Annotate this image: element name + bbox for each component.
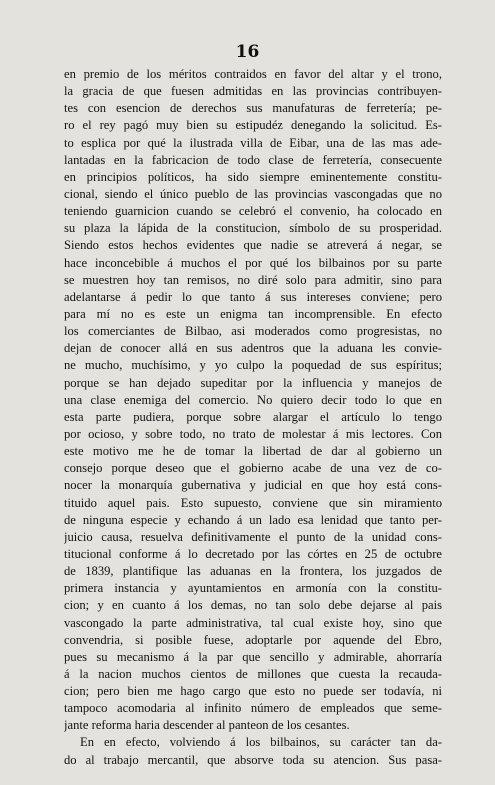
text-line: porque se han dejado supeditar por la influencia y manejos de	[64, 375, 442, 390]
text-line: la gracia de que fuesen admitidas en las provincias contribuyen-	[64, 84, 442, 99]
page-number: 16	[235, 42, 260, 62]
text-line: primera instancia y ayuntamientos en armonía con la constitu-	[64, 581, 442, 596]
text-line: los comerciantes de Bilbao, asi moderados como progresistas, no	[64, 324, 442, 339]
text-line: nocer la monarquía gubernativa y judicial en que hoy está cons-	[64, 478, 442, 493]
text-line: convendria, si posible fuese, adoptarle por aquende del Ebro,	[64, 632, 442, 647]
text-line: se muestren hoy tan remisos, no diré solo para admitir, sino para	[64, 272, 442, 287]
text-line: este motivo me he de tomar la libertad de dar al gobierno un	[64, 444, 442, 459]
text-line: ro el rey pagó muy bien su estipudéz denegando la solicitud. Es-	[64, 118, 442, 133]
text-line: tes con esencion de derechos sus manufaturas de ferretería; pe-	[64, 101, 442, 116]
text-line: titucional conforme á lo decretado por las córtes en 25 de octubre	[64, 546, 442, 561]
text-line: jante reforma haria descender al panteon de los cesantes.	[64, 718, 350, 733]
text-line: hace inconcebible á muchos el por qué los bilbainos por su parte	[64, 255, 442, 270]
text-line: tituido aquel pais. Esto supuesto, conviene que sin miramiento	[64, 495, 442, 510]
text-line: dejan de conocer allá en sus adentros que la aduana les convie-	[64, 341, 442, 356]
text-line: vascongado la parte administrativa, tal cual existe hoy, sino que	[64, 615, 442, 630]
text-line: consejo porque deseo que el gobierno acabe de una vez de co-	[64, 461, 442, 476]
text-line: adelantarse á pedir lo que tanto á sus intereses conviene; pero	[64, 289, 442, 304]
text-line: pues su mecanismo á la par que sencillo y admirable, ahorraría	[64, 649, 442, 664]
text-line: teniendo guarnicion cuando se celebró el convenio, ha colocado en	[64, 204, 442, 219]
text-line: ne mucho, muchísimo, y yo culpo la poquedad de sus espíritus;	[64, 358, 442, 373]
body-text	[64, 66, 442, 769]
text-line: cion; pero bien me hago cargo que esto no puede ser todavía, ni	[64, 684, 442, 699]
text-line: en premio de los méritos contraidos en favor del altar y el trono,	[64, 67, 442, 81]
text-line: juicio causa, resuelva definitivamente el punto de la unidad cons-	[64, 529, 442, 544]
text-line: tampoco acomodaria al infinito número de empleados que seme-	[64, 701, 442, 716]
text-line: de 1839, plantifique las aduanas en la frontera, los juzgados de	[64, 564, 442, 579]
text-line: por ocioso, y sobre todo, no trato de molestar á mis lectores. Con	[64, 426, 442, 441]
text-line: cion; y en cuanto á los demas, no tan solo debe dejarse al pais	[64, 598, 442, 613]
text-line: do al trabajo mercantil, que absorve toda su atencion. Sus pasa-	[64, 752, 442, 767]
text-line: en principios políticos, ha sido siempre eminentemente constitu-	[64, 169, 442, 184]
text-line: Siendo estos hechos evidentes que nadie se atreverá á negar, se	[64, 238, 442, 253]
text-line: lantadas en la fabricacion de todo clase de ferretería, consecuente	[64, 152, 442, 167]
text-line: En en efecto, volviendo á los bilbainos, su carácter tan da-	[80, 735, 442, 750]
text-line: to esplica por qué la ilustrada villa de Eibar, una de las mas ade-	[64, 135, 442, 150]
text-line: cional, siendo el único pueblo de las provincias vascongadas que no	[64, 186, 442, 201]
text-line: para mí no es este un enigma tan incomprensible. En efecto	[64, 306, 442, 321]
text-line: esta parte pudiera, porque sobre alargar el artículo lo tengo	[64, 409, 442, 424]
text-line: de ninguna especie y echando á un lado esa lenidad que tanto per-	[64, 512, 442, 527]
text-line: á la nacion muchos cientos de millones que cuesta la recauda-	[64, 666, 442, 681]
text-line: una clase enemiga del comercio. No quiero decir todo lo que en	[64, 392, 442, 407]
text-line: su plaza la lápida de la constitucion, símbolo de su prosperidad.	[64, 221, 442, 236]
